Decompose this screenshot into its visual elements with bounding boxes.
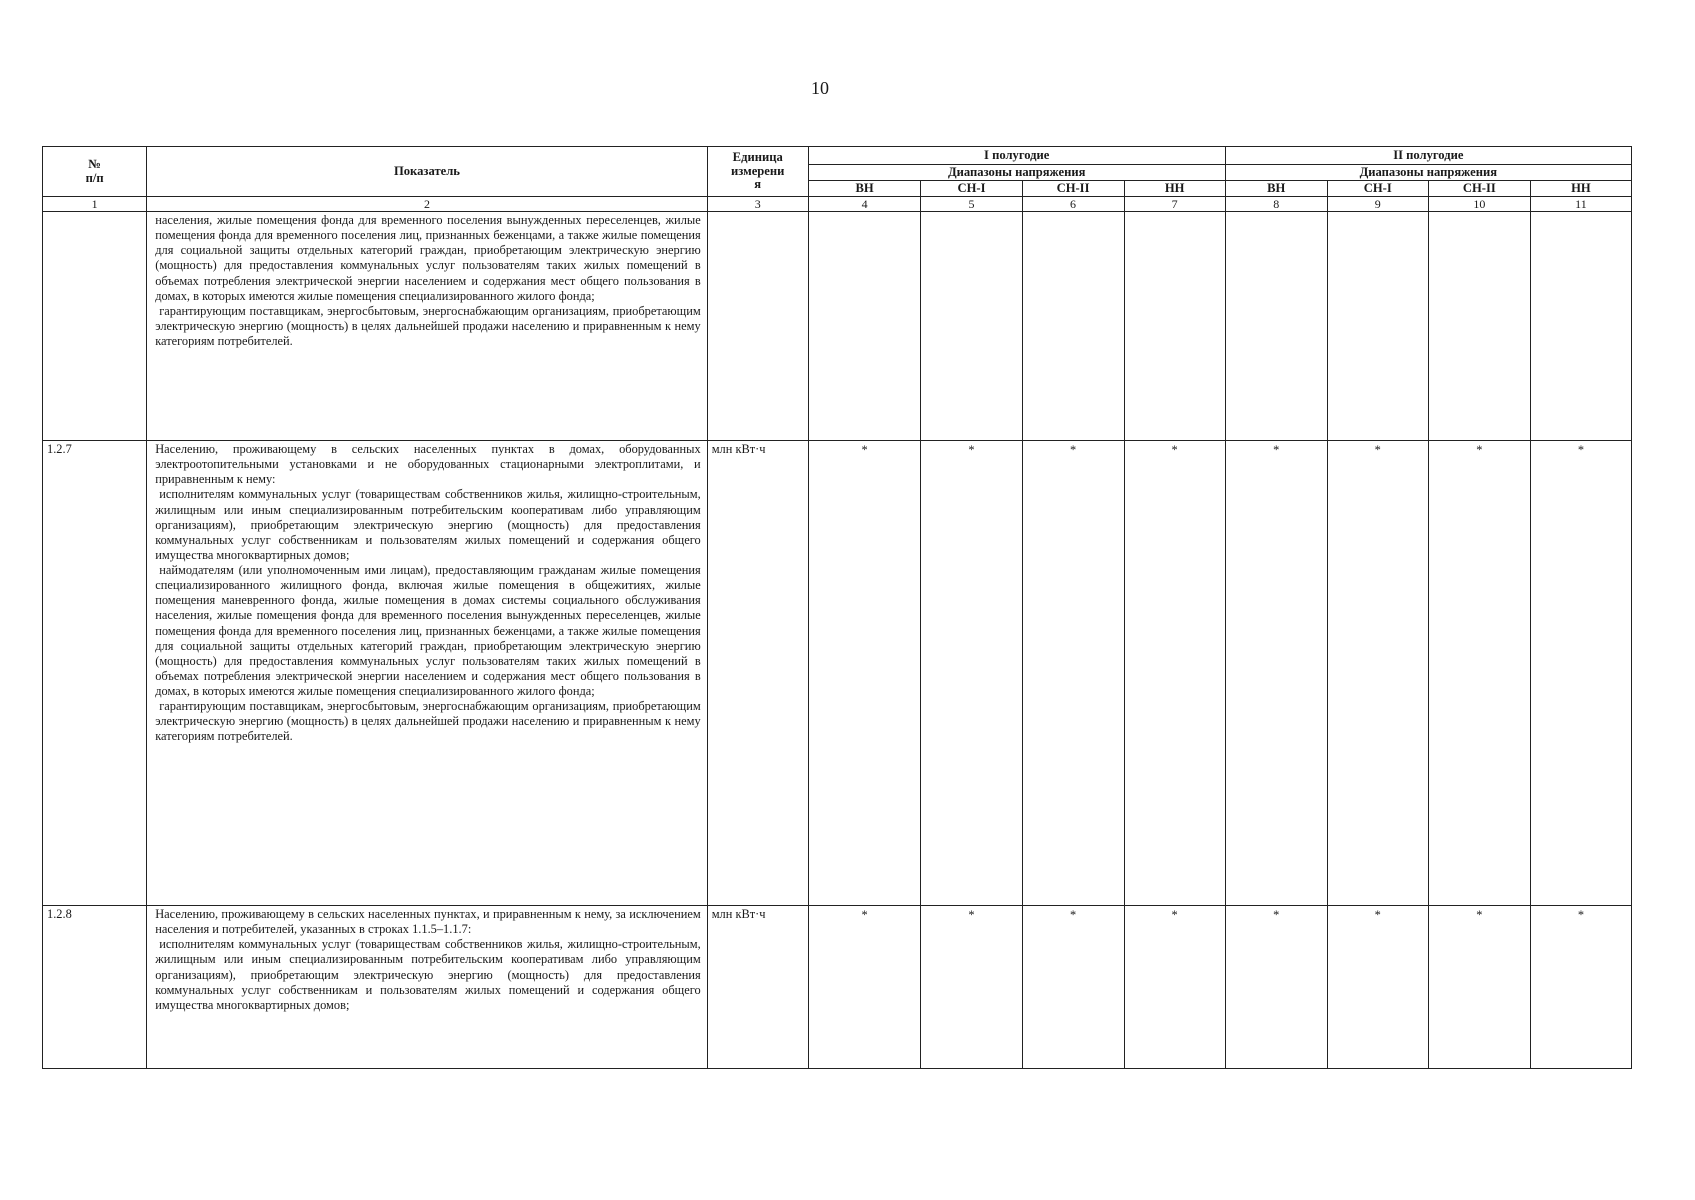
row-paragraph: населения, жилые помещения фонда для временного поселения вынужденных переселенцев, жилые помещения фонда для временного поселения лиц, признанных беженцами, а также жилые помещения для социальной защиты отдельных категорий граждан, приобретающим электрическую энергию (мощность) для предоставления коммунальных услуг пользователям таких жилых помещений в объемах потребления электрической энергии населением и содержания мест общего пользования в домах, в которых имеются жилые помещения специализированного жилого фонда; <box>155 213 701 303</box>
row-description <box>147 212 707 441</box>
header-half-1: I полугодие <box>808 147 1225 165</box>
header-voltage-ranges-2: Диапазоны напряжения <box>1225 165 1631 181</box>
column-number: 5 <box>921 197 1022 212</box>
column-number: 11 <box>1530 197 1631 212</box>
column-number: 4 <box>808 197 921 212</box>
header-voltage-ranges-1: Диапазоны напряжения <box>808 165 1225 181</box>
row-unit <box>707 212 808 441</box>
tariff-table <box>42 146 1632 1069</box>
column-number: 3 <box>707 197 808 212</box>
row-paragraph: наймодателям (или уполномоченным ими лицам), предоставляющим гражданам жилые помещения специализированного жилищного фонда, включая жилые помещения в общежитиях, жилые помещения маневренного фонда, жилые помещения в домах системы социального обслуживания населения, жилые помещения фонда для временного поселения вынужденных переселенцев, жилые помещения фонда для временного поселения лиц, признанных беженцами, а также жилые помещения для социальной защиты отдельных категорий граждан, приобретающим электрическую энергию (мощность) для предоставления коммунальных услуг пользователям таких жилых помещений в объемах потребления электрической энергии населением и содержания мест общего пользования в домах, в которых имеются жилые помещения специализированного жилого фонда; <box>155 563 701 698</box>
header-unit <box>707 147 808 197</box>
header-voltage-sn1-2: СН-I <box>1327 181 1428 197</box>
row-value: * <box>1530 441 1631 906</box>
row-paragraph: Населению, проживающему в сельских населенных пунктах, и приравненным к нему, за исключением населения и потребителей, указанных в строках 1.1.5–1.1.7: <box>155 907 701 937</box>
row-value <box>1428 212 1530 441</box>
row-value: * <box>808 906 921 1069</box>
row-paragraph: Населению, проживающему в сельских населенных пунктах в домах, оборудованных электроотопительными установками и не оборудованных стационарными электроплитами, и приравненным к нему: <box>155 442 701 487</box>
row-value <box>1530 212 1631 441</box>
row-value <box>1124 212 1225 441</box>
column-number: 6 <box>1022 197 1124 212</box>
header-voltage-sn2-1: СН-II <box>1022 181 1124 197</box>
row-unit: млн кВт·ч <box>707 441 808 906</box>
column-number: 7 <box>1124 197 1225 212</box>
row-description <box>147 441 707 906</box>
row-paragraph: гарантирующим поставщикам, энергосбытовым, энергоснабжающим организациям, приобретающим электрическую энергию (мощность) в целях дальнейшей продажи населению и приравненным к нему категориям потребителей. <box>155 303 701 348</box>
header-unit-line1: Единица <box>732 149 783 164</box>
header-num <box>43 147 147 197</box>
row-value <box>1022 212 1124 441</box>
row-value: * <box>1428 441 1530 906</box>
header-unit-line2: измерени <box>731 163 785 178</box>
row-value: * <box>1327 906 1428 1069</box>
column-number: 10 <box>1428 197 1530 212</box>
row-paragraph: исполнителям коммунальных услуг (товариществам собственников жилья, жилищно-строительным, жилищным или иным специализированным потребительским кооперативам либо управляющим организациям), приобретающим электрическую энергию (мощность) для предоставления коммунальных услуг собственникам и пользователям жилых помещений и содержания общего имущества многоквартирных домов; <box>155 937 701 1012</box>
column-number: 8 <box>1225 197 1327 212</box>
row-value: * <box>1428 906 1530 1069</box>
header-voltage-sn2-2: СН-II <box>1428 181 1530 197</box>
header-voltage-nn-2: НН <box>1530 181 1631 197</box>
header-num-line1: № <box>88 156 101 171</box>
row-value: * <box>1225 441 1327 906</box>
header-unit-line3: я <box>754 177 762 192</box>
row-value: * <box>1225 906 1327 1069</box>
row-paragraph: исполнителям коммунальных услуг (товариществам собственников жилья, жилищно-строительным, жилищным или иным специализированным потребительским кооперативам либо управляющим организациям), приобретающим электрическую энергию (мощность) для предоставления коммунальных услуг собственникам и пользователям жилых помещений и содержания общего имущества многоквартирных домов; <box>155 487 701 562</box>
row-value: * <box>1327 441 1428 906</box>
header-indicator: Показатель <box>147 147 707 197</box>
row-value <box>921 212 1022 441</box>
row-unit: млн кВт·ч <box>707 906 808 1069</box>
table-row <box>43 212 1632 441</box>
column-number: 1 <box>43 197 147 212</box>
row-value <box>808 212 921 441</box>
row-value: * <box>921 441 1022 906</box>
row-value: * <box>1124 441 1225 906</box>
row-code <box>43 212 147 441</box>
header-voltage-vn-2: ВН <box>1225 181 1327 197</box>
header-voltage-sn1-1: СН-I <box>921 181 1022 197</box>
column-number: 2 <box>147 197 707 212</box>
header-num-line2: п/п <box>85 170 104 185</box>
column-number: 9 <box>1327 197 1428 212</box>
row-value: * <box>1530 906 1631 1069</box>
header-voltage-vn-1: ВН <box>808 181 921 197</box>
table-row <box>43 441 1632 906</box>
page-number: 10 <box>811 78 829 98</box>
header-half-2: II полугодие <box>1225 147 1631 165</box>
row-value: * <box>1022 906 1124 1069</box>
column-number-row <box>43 197 1632 212</box>
row-value <box>1327 212 1428 441</box>
row-value: * <box>808 441 921 906</box>
row-paragraph: гарантирующим поставщикам, энергосбытовым, энергоснабжающим организациям, приобретающим электрическую энергию (мощность) в целях дальнейшей продажи населению и приравненным к нему категориям потребителей. <box>155 699 701 744</box>
row-code: 1.2.7 <box>43 441 147 906</box>
row-description <box>147 906 707 1069</box>
row-code: 1.2.8 <box>43 906 147 1069</box>
table-row <box>43 906 1632 1069</box>
row-value <box>1225 212 1327 441</box>
row-value: * <box>921 906 1022 1069</box>
header-voltage-nn-1: НН <box>1124 181 1225 197</box>
row-value: * <box>1124 906 1225 1069</box>
row-value: * <box>1022 441 1124 906</box>
